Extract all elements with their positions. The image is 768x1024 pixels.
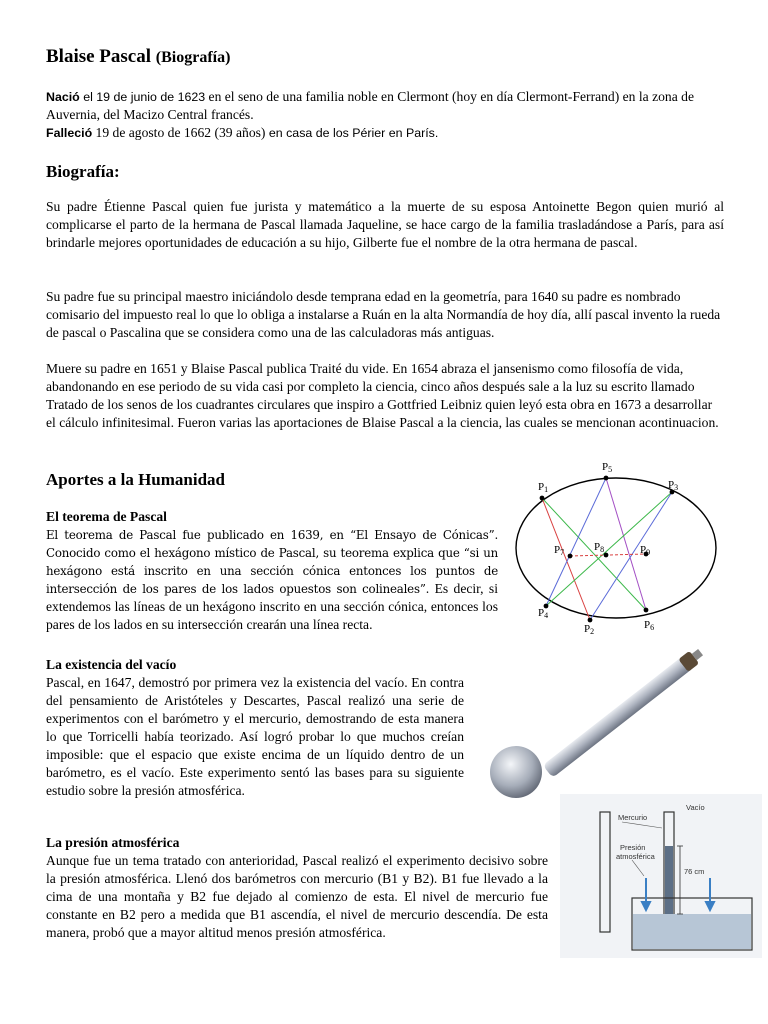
intro-born [46, 88, 724, 124]
point-p8 [604, 553, 609, 558]
point-p2 [588, 618, 593, 623]
label-p7: P7 [554, 544, 565, 557]
barometer-diagram [560, 794, 762, 958]
title-main: Blaise Pascal [46, 46, 156, 67]
label-p2: P2 [584, 623, 595, 636]
born-label: Nació [46, 90, 80, 104]
barometer-tube-image [486, 646, 718, 806]
intro-died [46, 124, 724, 142]
hexagon-side [546, 492, 672, 606]
vacio-text: Pascal, en 1647, demostró por primera vez la existencia del vacío. En contra del pensamiento de Aristóteles y Descartes, Pascal realizó una serie de experimentos con el barómetro y el mercurio, demostrando de esta manera lo que Torricelli había teorizado. Así logró probar lo que muchos creían imposible: que el espacio que existe encima de un líquido dentro de un barómetro, es el vacío. Este experimento sentó las bases para su siguiente estudio sobre la presión atmosférica. [46, 675, 464, 798]
died-date: 19 de agosto de 1662 (39 años) [92, 125, 266, 140]
label-presion: Presión [620, 843, 646, 852]
conic-ellipse [516, 478, 716, 618]
bio-heading: Biografía: [46, 162, 120, 181]
point-p6 [644, 608, 649, 613]
glass-tube [543, 654, 695, 777]
label-vacio: Vacío [686, 803, 705, 812]
label-p9: P9 [640, 544, 651, 557]
label-mercurio: Mercurio [618, 813, 648, 822]
label-76cm: 76 cm [684, 867, 705, 876]
died-label: Falleció [46, 126, 93, 140]
glass-bulb [490, 746, 542, 798]
label-p1: P1 [538, 481, 549, 494]
presion-section [46, 834, 548, 942]
label-p3: P3 [668, 479, 679, 492]
hexagon-side [590, 492, 672, 620]
vacio-section [46, 656, 464, 800]
teorema-section [46, 508, 498, 634]
teorema-typed-text: El teorema de Pascal fue publicado en 1639, en “El Ensayo de Cónicas”. Conocido como el hexágono místico de Pascal, su teorema explica que “si un hexágono está inscrito en una sección cónica entonces los puntos de intersección de los pares de los lados opuestos son colineales”. [46, 528, 498, 596]
label-p4: P4 [538, 607, 549, 620]
died-place: en casa de los Périer en París. [265, 126, 439, 140]
title-sub: (Biografía) [155, 49, 231, 66]
label-p5: P5 [602, 461, 613, 474]
point-p7 [568, 554, 573, 559]
label-p6: P6 [644, 619, 655, 632]
presion-text: Aunque fue un tema tratado con anterioridad, Pascal realizó el experimento decisivo sobre la presión atmosférica. Llenó dos barómetros con mercurio (B1 y B2). B1 fue llevado a la cima de una montaña y B2 fue dejado al comienzo de esta. El nivel de mercurio fue constante en B2 pero a medida que B1 ascendía, el nivel de mercurio descendía. De esta manera, probó que a mayor altitud menos presión atmosférica. [46, 853, 548, 940]
point-p4 [544, 604, 549, 609]
label-atmosferica: atmosférica [616, 852, 655, 861]
born-rest: en el seno de una familia noble en Clermont (hoy en día Clermont-Ferrand) en la zona de Auvernia, del Macizo Central francés. [46, 89, 694, 122]
pascal-hexagon-figure [508, 458, 720, 638]
hexagon-side [542, 498, 590, 620]
bio-paragraph-1: Su padre Étienne Pascal quien fue jurista y matemático a la muerte de su esposa Antoinette Begon quien murió al complicarse el parto de la hermana de Pascal llamada Jaqueline, se hace cargo de la familia trasladándose a París, para así brindarle mejores oportunidades de educación a su hijo, Gilberte fue el nombre de la otra hermana de pascal. [46, 199, 724, 250]
presion-heading: La presión atmosférica [46, 835, 180, 850]
page-title [46, 46, 230, 68]
born-date: el 19 de junio de 1623 [79, 90, 206, 104]
vacio-heading: La existencia del vacío [46, 657, 177, 672]
bio-paragraph-3: Muere su padre en 1651 y Blaise Pascal publica Traité du vide. En 1654 abraza el jansenismo como filosofía de vida, abandonando en ese periodo de su vida casi por completo la ciencia, cinco años después sale a la luz su escrito llamado Tratado de los senos de los cuadrantes circulares que inspiro a Gottfried Leibniz quien leyó esta obra en 1673 a desarrollar el cálculo infinitesimal. Fueron varias las aportaciones de Blaise Pascal a la ciencia, las cuales se mencionan acontinuacion. [46, 361, 719, 430]
point-p5 [604, 476, 609, 481]
teorema-rest-text: Es decir, si extendemos las líneas de un hexágono inscrito en una sección cónica, entonces los pares de los lados en su intersección crearán una línea recta. [46, 581, 498, 632]
bio-paragraph-2: Su padre fue su principal maestro iniciándolo desde temprana edad en la geometría, para 1640 su padre es nombrado comisario del impuesto real lo que lo obliga a instalarse a Ruán en la alta Normandía de hoy día, allí pascal invento la rueda de pascal o Pascalina que se considera como una de las calculadoras más antiguas. [46, 289, 721, 340]
teorema-heading: El teorema de Pascal [46, 509, 167, 524]
basin-mercury [633, 914, 751, 949]
aportes-heading: Aportes a la Humanidad [46, 470, 225, 489]
point-p1 [540, 496, 545, 501]
label-p8: P8 [594, 541, 605, 554]
